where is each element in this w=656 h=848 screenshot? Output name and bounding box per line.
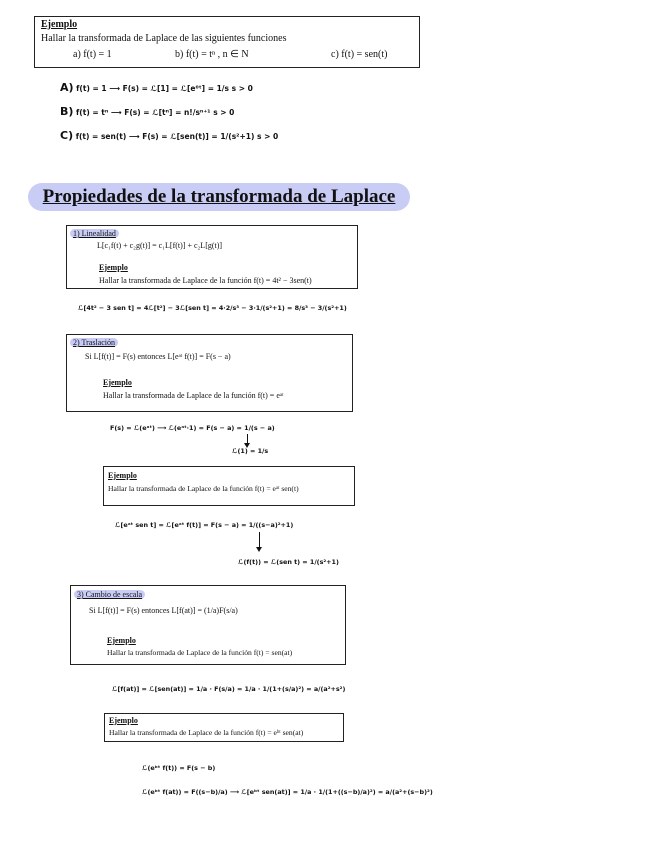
property-tag: 1) Linealidad (70, 229, 119, 238)
property-box-cambio-escala (70, 585, 346, 665)
example-item-a: a) f(t) = 1 (73, 49, 112, 60)
example-prompt: Hallar la transformada de Laplace de las siguientes funciones (41, 33, 287, 44)
example-prompt: Hallar la transformada de Laplace de la función f(t) = eᵃᵗ sen(t) (108, 484, 299, 493)
property-box-traslacion (66, 334, 353, 412)
example-heading: Ejemplo (41, 19, 78, 30)
down-arrow-icon (247, 434, 248, 444)
example-prompt: Hallar la transformada de Laplace de la función f(t) = eᵇᵗ sen(at) (109, 728, 304, 737)
property-tag: 3) Cambio de escala (74, 590, 145, 599)
solution-label: A) (60, 81, 74, 94)
solution-a (60, 81, 253, 94)
solution-label: B) (60, 105, 74, 118)
solution-ex3-line1: ℒ[eᵃᵗ sen t] = ℒ[eᵃᵗ f(t)] = F(s − a) = 1/((s−a)²+1) (115, 521, 294, 529)
solution-text: f(t) = tⁿ ⟶ F(s) = ℒ[tⁿ] = n!/sⁿ⁺¹ s > 0 (76, 108, 235, 117)
solution-linealidad: ℒ[4t² − 3 sen t] = 4ℒ[t²] − 3ℒ[sen t] = 4·2/s³ − 3·1/(s²+1) = 8/s³ − 3/(s²+1) (78, 304, 347, 312)
solution-traslacion-line2: ℒ(1) = 1/s (232, 447, 269, 455)
section-title: Propiedades de la transformada de Laplace (42, 186, 396, 207)
solution-traslacion-line1: F(s) = ℒ(eᵃᵗ) ⟶ ℒ(eᵃᵗ·1) = F(s − a) = 1/(s − a) (110, 424, 275, 432)
example-box-3 (103, 466, 355, 506)
property-formula: L[c₁f(t) + c₂g(t)] = c₁L[f(t)] + c₂L[g(t)] (97, 241, 223, 250)
example-item-c: c) f(t) = sen(t) (331, 49, 388, 60)
example-prompt: Hallar la transformada de Laplace de la función f(t) = eᵃᵗ (103, 391, 284, 400)
property-formula: Si L[f(t)] = F(s) entonces L[f(at)] = (1/a)F(s/a) (89, 606, 238, 615)
solution-text: f(t) = 1 ⟶ F(s) = ℒ[1] = ℒ[e⁰ᵗ] = 1/s s > 0 (76, 84, 253, 93)
example-heading: Ejemplo (103, 378, 132, 387)
solution-ex4-line2: ℒ(eᵇᵗ f(at)) = F((s−b)/a) ⟶ ℒ[eᵇᵗ sen(at)] = 1/a · 1/(1+((s−b)/a)²) = a/(a²+(s−b)²) (142, 788, 433, 796)
example-prompt: Hallar la transformada de Laplace de la función f(t) = sen(at) (107, 648, 293, 657)
example-heading: Ejemplo (109, 716, 138, 725)
solution-ex3-line2: ℒ(f(t)) = ℒ(sen t) = 1/(s²+1) (238, 558, 339, 566)
example-heading: Ejemplo (99, 263, 128, 272)
down-arrow-icon (259, 532, 260, 548)
example-box-1 (34, 16, 420, 68)
solution-cambio-escala: ℒ[f(at)] = ℒ[sen(at)] = 1/a · F(s/a) = 1/a · 1/(1+(s/a)²) = a/(a²+s²) (112, 685, 346, 693)
solution-c (60, 129, 278, 142)
example-item-b: b) f(t) = tⁿ , n ∈ N (175, 49, 249, 60)
solution-text: f(t) = sen(t) ⟶ F(s) = ℒ[sen(t)] = 1/(s²+1) s > 0 (75, 132, 279, 141)
example-heading: Ejemplo (108, 471, 137, 480)
solution-label: C) (60, 129, 74, 142)
property-formula: Si L[f(t)] = F(s) entonces L[eᵃᵗ f(t)] = F(s − a) (85, 352, 231, 361)
property-tag: 2) Traslación (70, 338, 118, 347)
solution-b (60, 105, 234, 118)
solution-ex4-line1: ℒ(eᵇᵗ f(t)) = F(s − b) (142, 764, 216, 772)
example-box-4 (104, 713, 344, 742)
property-box-linealidad (66, 225, 358, 289)
example-heading: Ejemplo (107, 636, 136, 645)
section-title-banner (28, 183, 410, 211)
example-prompt: Hallar la transformada de Laplace de la función f(t) = 4t² − 3sen(t) (99, 276, 312, 285)
